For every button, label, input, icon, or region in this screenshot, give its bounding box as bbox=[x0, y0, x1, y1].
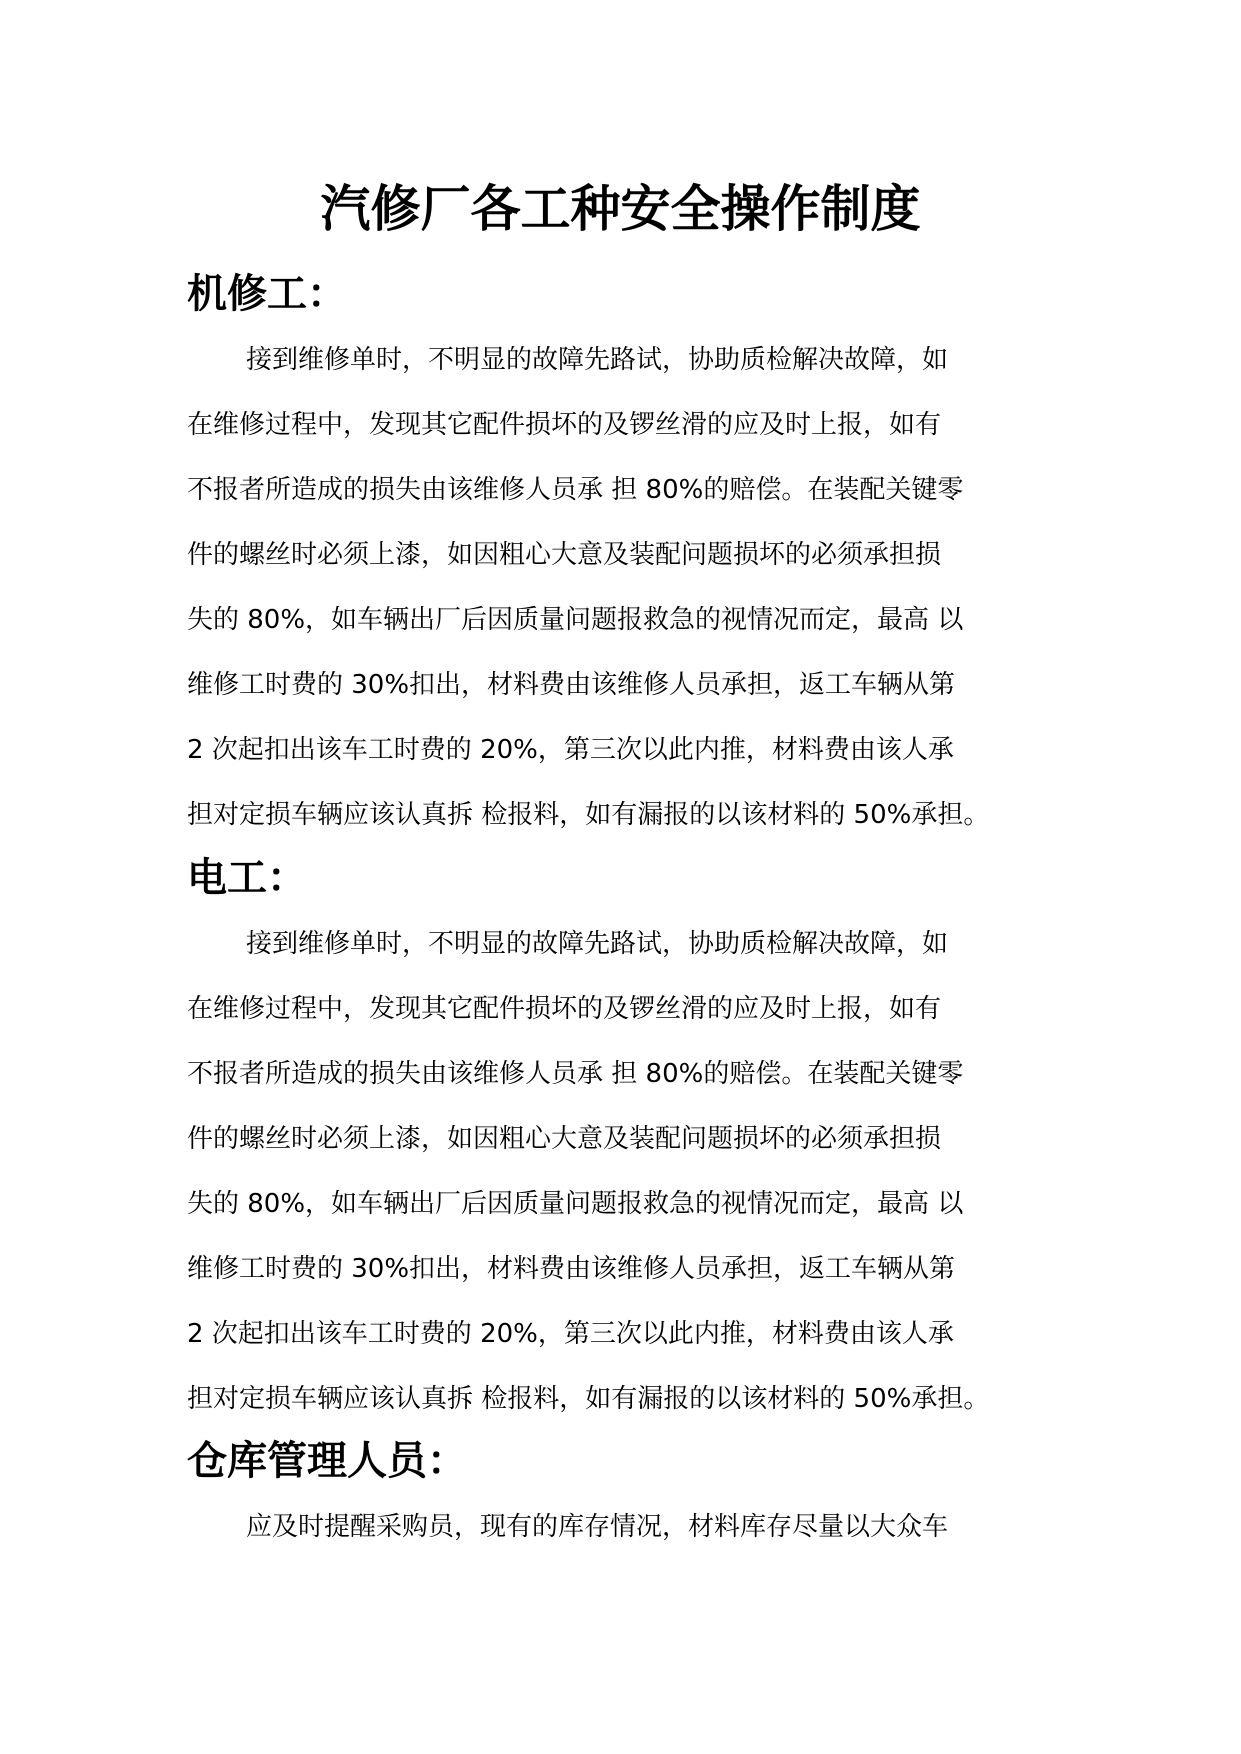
paragraph-line: 失的 80%，如车辆出厂后因质量问题报救急的视情况而定，最高 以 bbox=[187, 605, 964, 635]
paragraph-line: 件的螺丝时必须上漆，如因粗心大意及装配问题损坏的必须承担损 bbox=[187, 1124, 942, 1154]
document-title: 汽修厂各工种安全操作制度 bbox=[320, 180, 921, 238]
paragraph-line: 不报者所造成的损失由该维修人员承 担 80%的赔偿。在装配关键零 bbox=[187, 1059, 964, 1089]
paragraph-line: 接到维修单时，不明显的故障先路试，协助质检解决故障，如 bbox=[246, 929, 949, 959]
paragraph-line: 维修工时费的 30%扣出，材料费由该维修人员承担，返工车辆从第 bbox=[187, 1254, 956, 1284]
paragraph-line: 接到维修单时，不明显的故障先路试，协助质检解决故障，如 bbox=[246, 345, 949, 375]
paragraph-line: 在维修过程中，发现其它配件损坏的及锣丝滑的应及时上报，如有 bbox=[187, 410, 942, 440]
section-body-mechanic bbox=[187, 328, 1057, 848]
paragraph-line: 应及时提醒采购员，现有的库存情况，材料库存尽量以大众车 bbox=[246, 1512, 949, 1542]
paragraph-line: 2 次起扣出该车工时费的 20%，第三次以此内推，材料费由该人承 bbox=[187, 735, 954, 765]
section-heading-warehouse: 仓库管理人员： bbox=[187, 1438, 467, 1484]
paragraph-line: 在维修过程中，发现其它配件损坏的及锣丝滑的应及时上报，如有 bbox=[187, 994, 942, 1024]
paragraph-line: 失的 80%，如车辆出厂后因质量问题报救急的视情况而定，最高 以 bbox=[187, 1189, 964, 1219]
section-heading-mechanic: 机修工： bbox=[187, 271, 347, 317]
paragraph-line: 不报者所造成的损失由该维修人员承 担 80%的赔偿。在装配关键零 bbox=[187, 475, 964, 505]
paragraph-line: 担对定损车辆应该认真拆 检报料，如有漏报的以该材料的 50%承担。 bbox=[187, 1384, 990, 1414]
section-body-warehouse bbox=[187, 1495, 1057, 1560]
paragraph-line: 维修工时费的 30%扣出，材料费由该维修人员承担，返工车辆从第 bbox=[187, 670, 956, 700]
paragraph-line: 2 次起扣出该车工时费的 20%，第三次以此内推，材料费由该人承 bbox=[187, 1319, 954, 1349]
section-body-electrician bbox=[187, 912, 1057, 1432]
paragraph-line: 件的螺丝时必须上漆，如因粗心大意及装配问题损坏的必须承担损 bbox=[187, 540, 942, 570]
paragraph-line: 担对定损车辆应该认真拆 检报料，如有漏报的以该材料的 50%承担。 bbox=[187, 800, 990, 830]
section-heading-electrician: 电工： bbox=[187, 855, 307, 901]
